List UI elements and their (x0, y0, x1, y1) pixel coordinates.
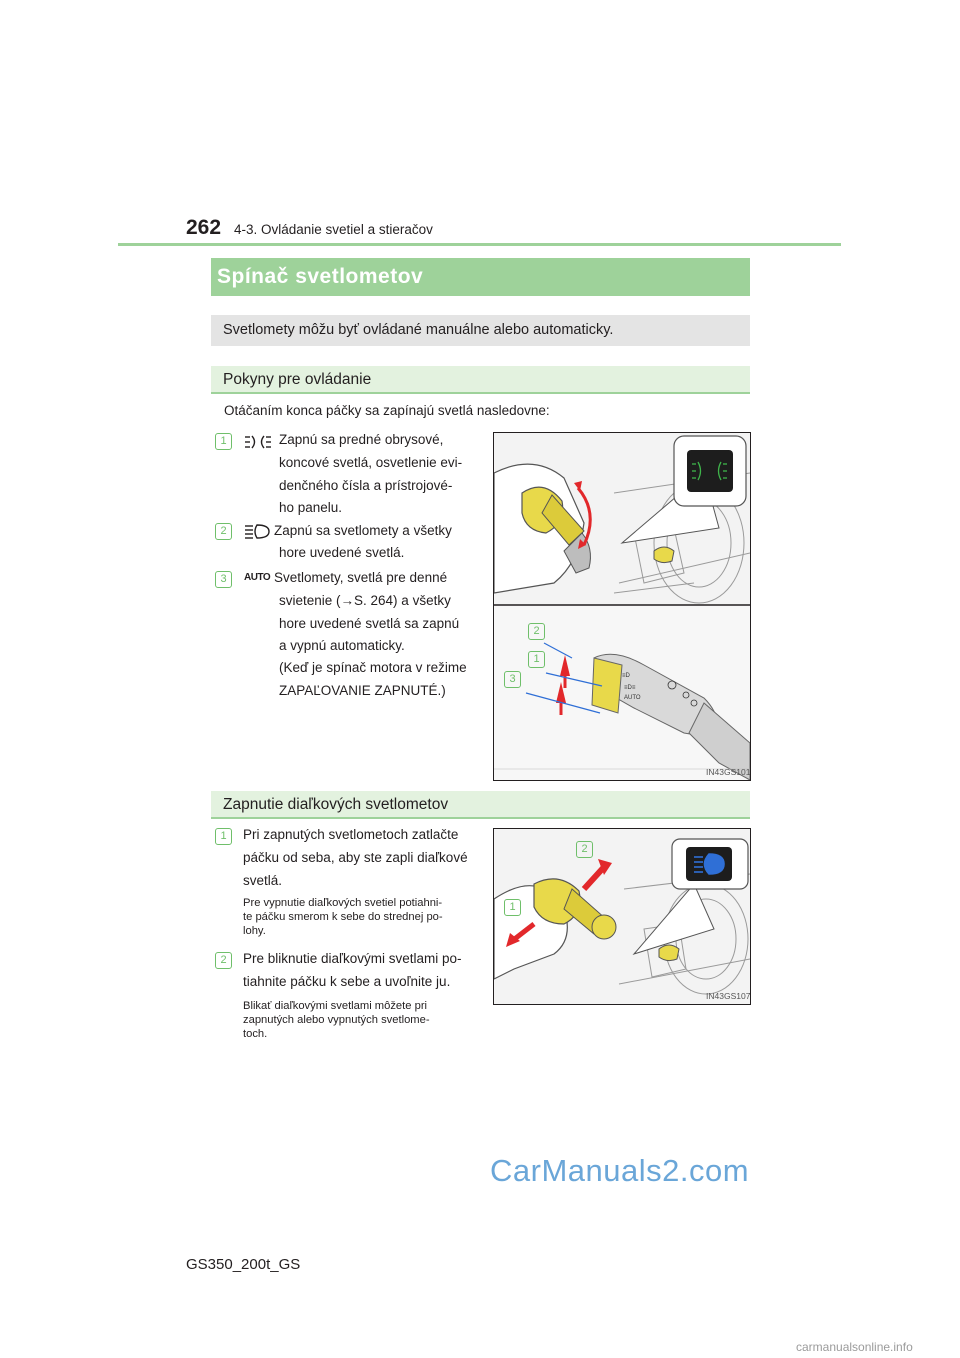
high-beam-1-line-3: svetlá. (243, 873, 283, 888)
page-number: 262 (186, 216, 222, 239)
operation-lead: Otáčaním konca páčky sa zapínajú svetlá nasledovne: (224, 403, 550, 418)
high-beam-1-note-3: lohy. (243, 925, 266, 937)
figure-1-code: IN43GS101 (706, 767, 751, 777)
headlight-icon (244, 523, 270, 540)
item-2-line-2: hore uvedené svetlá. (279, 545, 405, 560)
high-beam-1-line-2: páčku od seba, aby ste zapli diaľkové (243, 850, 468, 865)
lever-illustration (494, 433, 750, 780)
high-beam-number-1: 1 (215, 828, 232, 845)
item-2-line-1: Zapnú sa svetlomety a všetky (274, 523, 452, 538)
item-3-line-2: svietenie (→S. 264) a všetky (279, 593, 451, 608)
svg-text:AUTO: AUTO (624, 695, 641, 701)
item-number-2: 2 (215, 523, 232, 540)
high-beam-1-note-1: Pre vypnutie diaľkových svetiel potiahni- (243, 897, 443, 909)
figure-1-callout-2: 2 (528, 623, 545, 640)
item-1-line-3: denčného čísla a prístrojové- (279, 478, 453, 493)
item-number-3: 3 (215, 571, 232, 588)
watermark-logo: CarManuals2.com (490, 1153, 750, 1188)
high-beam-figure (493, 828, 751, 1005)
figure-2-code: IN43GS107 (706, 991, 751, 1001)
figure-2-callout-2: 2 (576, 841, 593, 858)
watermark-site: carmanualsonline.info (796, 1340, 913, 1354)
high-beam-2-note-3: toch. (243, 1028, 268, 1040)
high-beam-1-line-1: Pri zapnutých svetlometoch zatlačte (243, 827, 459, 842)
high-beam-1-note-2: te páčku smerom k sebe do strednej po- (243, 911, 443, 923)
high-beam-number-2: 2 (215, 952, 232, 969)
item-3-line-3: hore uvedené svetlá sa zapnú (279, 616, 460, 631)
figure-1-callout-1: 1 (528, 651, 545, 668)
figure-2-callout-1: 1 (504, 899, 521, 916)
high-beam-heading: Zapnutie diaľkových svetlometov (211, 791, 750, 819)
high-beam-2-line-1: Pre bliknutie diaľkovými svetlami po- (243, 951, 462, 966)
item-3-line-5: (Keď je spínač motora v režime (279, 660, 467, 675)
svg-text:≡D≡: ≡D≡ (624, 685, 636, 691)
item-1-line-1: Zapnú sa predné obrysové, (279, 432, 444, 447)
lever-figure (493, 432, 751, 781)
auto-icon: AUTO (244, 572, 271, 583)
item-3-line-1: Svetlomety, svetlá pre denné (274, 570, 448, 585)
high-beam-2-note-2: zapnutých alebo vypnutých svetlome- (243, 1014, 430, 1026)
svg-text:≡D: ≡D (622, 673, 630, 679)
high-beam-2-line-2: tiahnite páčku k sebe a uvoľnite ju. (243, 974, 451, 989)
high-beam-illustration (494, 829, 750, 1004)
item-3-line-6: ZAPAĽOVANIE ZAPNUTÉ.) (279, 683, 446, 698)
operation-heading: Pokyny pre ovládanie (211, 366, 750, 394)
section-title: Spínač svetlometov (211, 258, 750, 296)
item-1-line-2: koncové svetlá, osvetlenie evi- (279, 455, 463, 470)
chapter-title: 4-3. Ovládanie svetiel a stieračov (234, 222, 433, 237)
item-3-line-4: a vypnú automaticky. (279, 638, 405, 653)
item-1-line-4: ho panelu. (279, 500, 343, 515)
header-divider (118, 243, 841, 246)
high-beam-2-note-1: Blikať diaľkovými svetlami môžete pri (243, 1000, 428, 1012)
figure-1-callout-3: 3 (504, 671, 521, 688)
footer-model: GS350_200t_GS (186, 1256, 301, 1273)
item-number-1: 1 (215, 433, 232, 450)
section-intro: Svetlomety môžu byť ovládané manuálne alebo automaticky. (211, 315, 750, 346)
side-lights-icon (244, 434, 272, 450)
